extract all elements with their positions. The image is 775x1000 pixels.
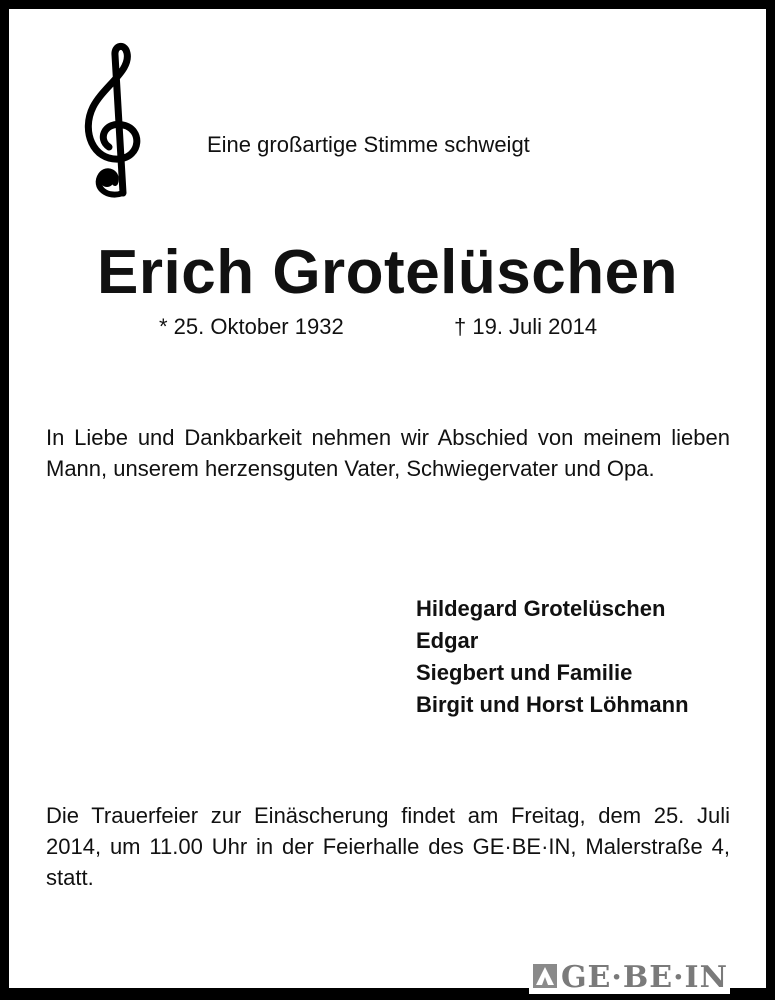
birth-date: * 25. Oktober 1932 [159, 314, 344, 339]
mourner-name: Edgar [416, 628, 479, 653]
gebein-logo-icon [533, 964, 557, 988]
tagline: Eine großartige Stimme schweigt [207, 132, 530, 157]
service-info: Die Trauerfeier zur Einäscherung findet am Freitag, dem 25. Juli 2014, um 11.00 Uhr in der Feierhalle des GE·BE·IN, Malerstraße 4, statt. [46, 803, 730, 890]
farewell-message: In Liebe und Dankbarkeit nehmen wir Abschied von meinem lieben Mann, unserem herzensguten Vater, Schwiegervater und Opa. [46, 425, 730, 481]
gebein-logo [529, 960, 730, 994]
logo-text: GE·BE·IN [560, 960, 728, 995]
deceased-name: Erich Grotelüschen [97, 238, 678, 307]
death-date: † 19. Juli 2014 [454, 314, 598, 339]
mourner-name: Siegbert und Familie [416, 660, 633, 685]
mourners-list [416, 593, 689, 721]
treble-clef-icon [79, 41, 149, 201]
mourner-name: Hildegard Grotelüschen [416, 596, 666, 621]
mourner-name: Birgit und Horst Löhmann [416, 692, 689, 717]
